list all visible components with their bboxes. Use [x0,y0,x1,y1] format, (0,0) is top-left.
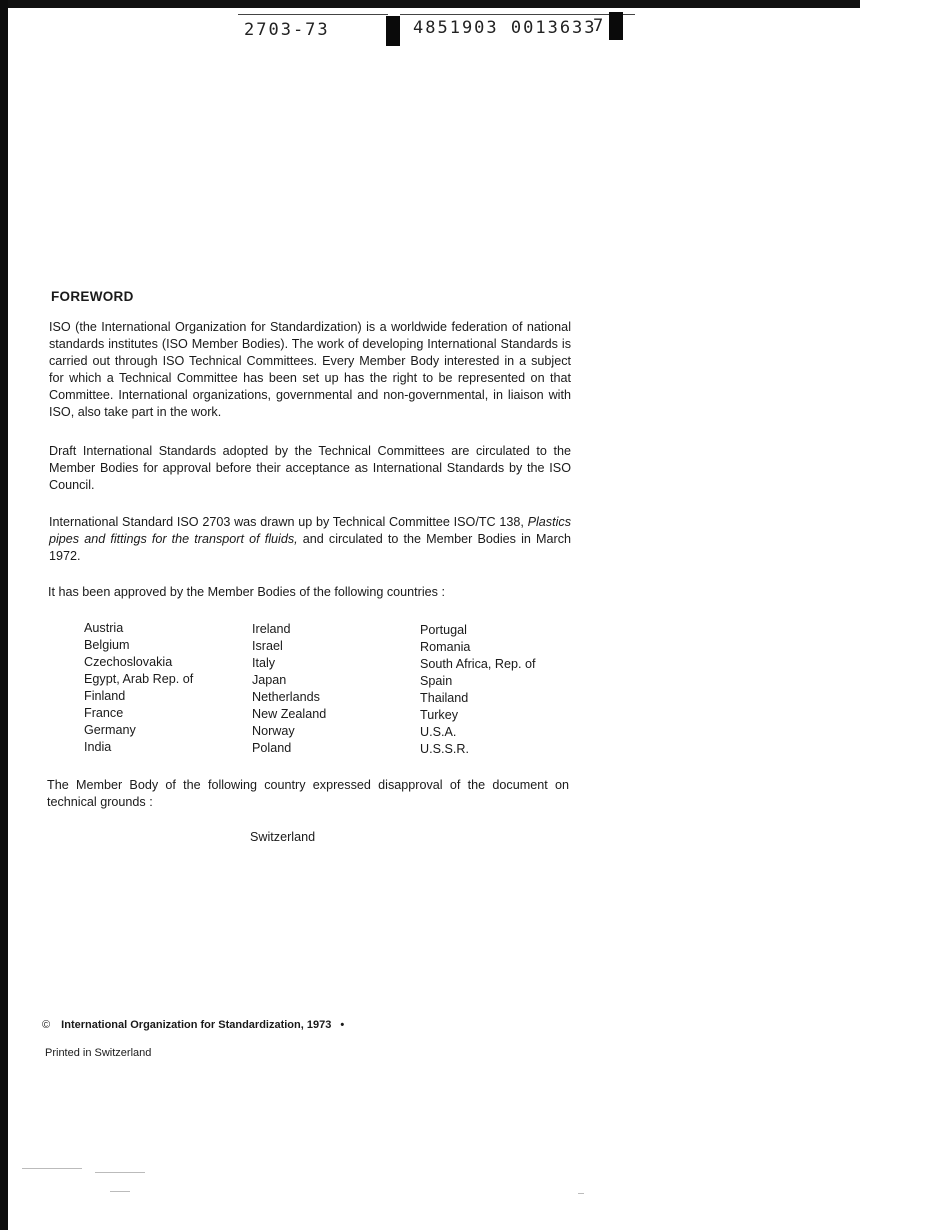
scan-border-top [0,0,860,8]
approval-intro: It has been approved by the Member Bodies of the following countries : [48,585,445,599]
committee-title: Plastics pipes and fittings for the transport of fluids, [49,515,571,546]
country-item: Czechoslovakia [84,655,173,669]
header-barcode-block-right [609,12,623,40]
country-item: Netherlands [252,690,320,704]
bullet-icon: • [340,1019,345,1031]
country-item: Germany [84,723,136,737]
catalog-code: 4851903 0013633 [413,18,597,38]
country-item: Belgium [84,638,130,652]
foreword-paragraph-1: ISO (the International Organization for Standardization) is a worldwide federation of national standards institutes (ISO Member Bodies). The work of developing International Standards is carried out through ISO Technical Committees. Every Member Body interested in a subject for which a Technical Committee has been set up has the right to be represented on that Committee. International organizations, governmental and non-governmental, in liaison with ISO, also take part in the work. [49,320,571,419]
revision-mark: 7 [593,16,606,36]
country-item: Egypt, Arab Rep. of [84,672,194,686]
foreword-paragraph-2: Draft International Standards adopted by the Technical Committees are circulated to the Member Bodies for approval before their acceptance as International Standards by the ISO Council. [49,444,571,492]
paragraph-3-start: International Standard ISO 2703 was drawn up by Technical Committee ISO/TC 138, [49,515,524,529]
disapproval-intro: The Member Body of the following country expressed disapproval of the document on technical grounds : [47,778,569,809]
country-item: U.S.S.R. [420,742,469,756]
foreword-paragraph-3 [49,514,571,565]
country-item: Finland [84,689,126,703]
country-item: Romania [420,640,471,654]
scan-speck [22,1168,82,1169]
country-item: Austria [84,621,124,635]
country-item: India [84,740,112,754]
copyright-line [42,1019,344,1031]
country-item: Spain [420,674,453,688]
header-rule-right [400,14,635,15]
scan-speck [578,1193,584,1194]
country-item: Ireland [252,622,291,636]
copyright-icon: © [42,1019,51,1031]
country-item: Norway [252,724,295,738]
copyright-text: International Organization for Standardization, 1973 [61,1019,332,1031]
countries-column-1 [84,620,249,756]
printed-in: Printed in Switzerland [45,1047,152,1059]
paragraph-3-end: and circulated to the Member Bodies in March 1972. [49,532,571,563]
scan-border-left [0,0,8,1230]
header-rule-left [238,14,388,15]
foreword-heading: FOREWORD [51,289,134,304]
countries-column-2 [252,621,417,757]
country-item: Portugal [420,623,467,637]
country-item: Thailand [420,691,469,705]
countries-column-3 [420,622,585,758]
country-item: France [84,706,124,720]
country-item: U.S.A. [420,725,457,739]
country-item: Poland [252,741,292,755]
scan-speck [110,1191,130,1192]
header-barcode-block-left [386,16,400,46]
country-item: Turkey [420,708,459,722]
country-item: New Zealand [252,707,327,721]
country-item: Japan [252,673,287,687]
country-item: Israel [252,639,283,653]
scan-speck [95,1172,145,1173]
document-code: 2703-73 [244,20,330,40]
country-item: Italy [252,656,276,670]
country-item: South Africa, Rep. of [420,657,536,671]
disapproving-country: Switzerland [250,830,316,844]
